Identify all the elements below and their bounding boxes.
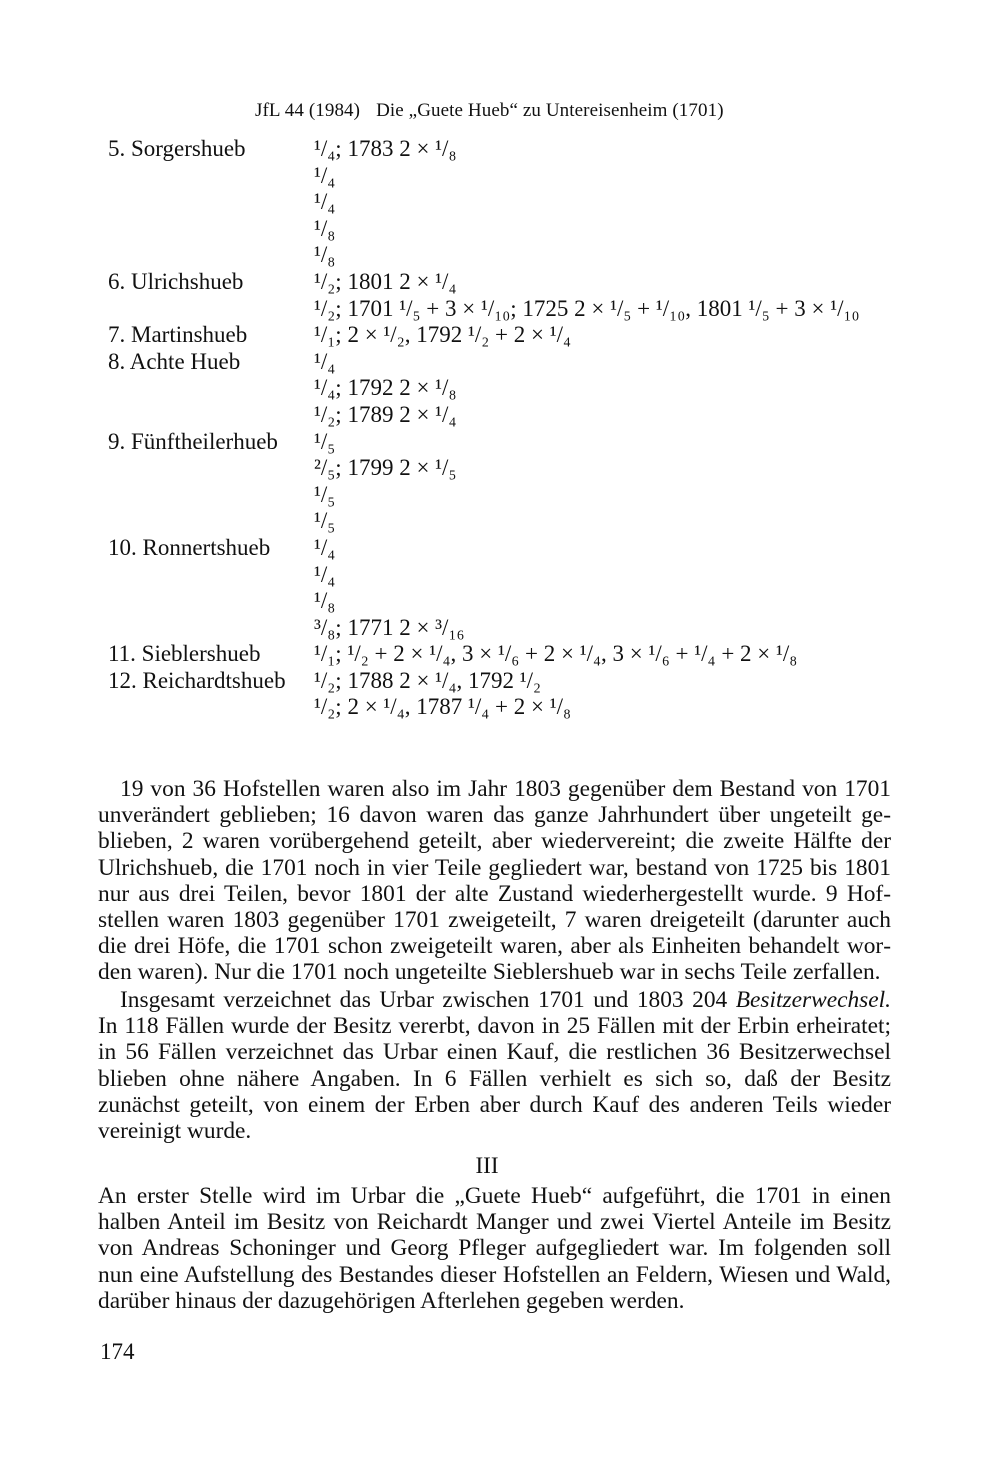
journal-reference: JfL 44 (1984) <box>255 100 361 121</box>
table-row <box>108 136 988 163</box>
table-row <box>108 535 988 562</box>
table-row <box>108 615 988 642</box>
table-row <box>108 163 988 190</box>
table-row <box>108 242 988 269</box>
hof-name: 7. Martinshueb <box>108 322 248 348</box>
hof-shares: ¹/₄ <box>314 162 336 188</box>
page-number: 174 <box>100 1339 135 1364</box>
hof-shares: ¹/₁; 2 × ¹/₂, 1792 ¹/₂ + 2 × ¹/₄ <box>314 322 572 348</box>
table-row <box>108 694 988 721</box>
hof-shares: ¹/₈ <box>314 242 336 268</box>
section-heading <box>0 1153 1000 1179</box>
paragraph-guete-hueb <box>98 1183 891 1314</box>
hof-shares: ¹/₄ <box>314 189 336 215</box>
table-row <box>108 402 988 429</box>
running-header <box>255 100 724 122</box>
hof-shares: ¹/₂; 2 × ¹/₄, 1787 ¹/₄ + 2 × ¹/₈ <box>314 694 572 720</box>
table-row <box>108 668 988 695</box>
hof-shares: ¹/₂; 1801 2 × ¹/₄ <box>314 268 457 294</box>
hof-shares: ¹/₅ <box>314 508 336 534</box>
table-row <box>108 296 988 323</box>
table-row <box>108 322 988 349</box>
paragraph-besitzerwechsel <box>98 987 891 1144</box>
hof-name: 8. Achte Hueb <box>108 348 241 374</box>
hofstellen-table <box>108 136 988 721</box>
paragraph-text <box>98 987 891 1144</box>
hof-name: 12. Reichardtshueb <box>108 667 286 693</box>
article-title: Die „Guete Hueb“ zu Untereisenheim (1701) <box>376 100 724 121</box>
hof-shares: ¹/₄; 1783 2 × ¹/₈ <box>314 136 457 161</box>
table-row <box>108 189 988 216</box>
hof-name: 11. Sieblershueb <box>108 641 261 667</box>
table-row <box>108 482 988 509</box>
hof-shares: ²/₅; 1799 2 × ¹/₅ <box>314 455 457 481</box>
hof-shares: ¹/₈ <box>314 215 336 241</box>
table-row <box>108 508 988 535</box>
hof-shares: ³/₈; 1771 2 × ³/₁₆ <box>314 614 465 640</box>
table-row <box>108 375 988 402</box>
hof-shares: ¹/₄; 1792 2 × ¹/₈ <box>314 375 457 401</box>
paragraph-text: An erster Stelle wird im Urbar die „Guete Hueb“ aufgeführt, die 1701 in einen halben Anteil im Besitz von Reichardt Manger und zwei Viertel Anteile im Besitz von Andreas Schoninger und Georg Pfleger aufgegliedert war. Im folgenden soll nun eine Aufstellung des Bestandes dieser Hofstellen an Feldern, Wiesen und Wald, darüber hinaus der dazugehörigen Afterlehen gegeben werden. <box>98 1183 891 1314</box>
hof-shares: ¹/₁; ¹/₂ + 2 × ¹/₄, 3 × ¹/₆ + 2 × ¹/₄, 3 × ¹/₆ + ¹/₄ + 2 × ¹/₈ <box>314 641 798 667</box>
paragraph-text-end: In 118 Fällen wurde der Besitz vererbt, davon in 25 Fällen mit der Erbin erheiratet; in 56 Fällen verzeichnet das Urbar einen Kauf, die restlichen 36 Besitzerwechsel blieben ohne nähere Angaben. In 6 Fällen verhielt es sich so, daß der Besitz zunächst geteilt, von einem der Erben aber durch Kauf des anderen Teils wieder vereinigt wurde. <box>98 1013 891 1145</box>
table-row <box>108 588 988 615</box>
table-row <box>108 216 988 243</box>
hof-name: 6. Ulrichshueb <box>108 268 244 294</box>
hof-shares: ¹/₅ <box>314 428 336 454</box>
emphasized-term: Besitzerwechsel. <box>735 987 891 1013</box>
paragraph-text-start: Insgesamt verzeichnet das Urbar zwischen 1701 und 1803 204 <box>120 987 736 1013</box>
section-number: III <box>475 1153 499 1178</box>
table-row <box>108 641 988 668</box>
hof-shares: ¹/₄ <box>314 534 336 560</box>
hof-shares: ¹/₂; 1789 2 × ¹/₄ <box>314 401 457 427</box>
paragraph-summary <box>98 776 891 986</box>
hof-shares: ¹/₂; 1788 2 × ¹/₄, 1792 ¹/₂ <box>314 667 542 693</box>
table-row <box>108 455 988 482</box>
hof-name: 9. Fünftheilerhueb <box>108 428 278 454</box>
hof-shares: ¹/₂; 1701 ¹/₅ + 3 × ¹/₁₀; 1725 2 × ¹/₅ + ¹/₁₀, 1801 ¹/₅ + 3 × ¹/₁₀ <box>314 295 860 321</box>
hof-name: 5. Sorgershueb <box>108 136 246 161</box>
hof-shares: ¹/₅ <box>314 481 336 507</box>
paragraph-text: 19 von 36 Hofstellen waren also im Jahr 1803 gegenüber dem Bestand von 1701 unverändert geblieben; 16 davon waren das ganze Jahrhundert über ungeteilt geblieben, 2 waren vorübergehend geteilt, aber wiedervereint; die zweite Hälfte der Ulrichshueb, die 1701 noch in vier Teile gegliedert war, bestand von 1725 bis 1801 nur aus drei Teilen, bevor 1801 der alte Zustand wiederhergestellt wurde. 9 Hofstellen waren 1803 gegenüber 1701 zweigeteilt, 7 waren dreigeteilt (darunter auch die drei Höfe, die 1701 schon zweigeteilt waren, aber als Einheiten behandelt worden waren). Nur die 1701 noch ungeteilte Sieblershueb war in sechs Teile zerfallen. <box>98 776 891 986</box>
table-row <box>108 269 988 296</box>
hof-shares: ¹/₄ <box>314 561 336 587</box>
table-row <box>108 429 988 456</box>
hof-name: 10. Ronnertshueb <box>108 534 271 560</box>
table-row <box>108 349 988 376</box>
hof-shares: ¹/₄ <box>314 348 336 374</box>
table-row <box>108 562 988 589</box>
hof-shares: ¹/₈ <box>314 588 336 614</box>
